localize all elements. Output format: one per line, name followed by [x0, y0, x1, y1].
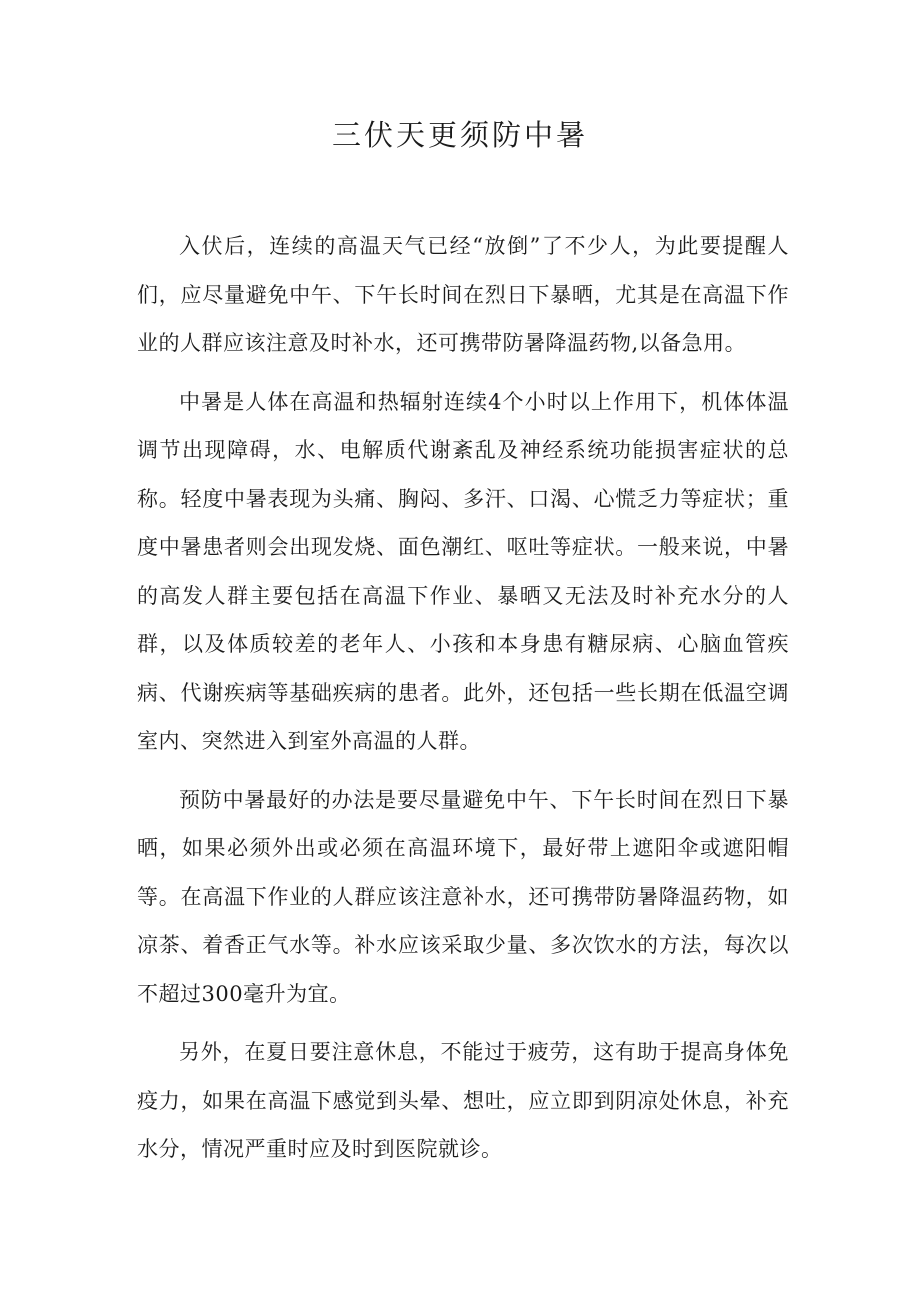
paragraph-3: 预防中暑最好的办法是要尽量避免中午、下午长时间在烈日下暴晒，如果必须外出或必须在高温环境下，最好带上遮阳伞或遮阳帽等。在高温下作业的人群应该注意补水，还可携带防暑降温药物，如凉茶、着香正气水等。补水应该采取少量、多次饮水的方法，每次以不超过300毫升为宜。 [137, 787, 789, 1006]
paragraph-2: 中暑是人体在高温和热辐射连续4个小时以上作用下，机体体温调节出现障碍，水、电解质代谢紊乱及神经系统功能损害症状的总称。轻度中暑表现为头痛、胸闷、多汗、口渴、心慌乏力等症状；重度中暑患者则会出现发烧、面色潮红、呕吐等症状。一般来说，中暑的高发人群主要包括在高温下作业、暴晒又无法及时补充水分的人群，以及体质较差的老年人、小孩和本身患有糖尿病、心脑血管疾病、代谢疾病等基础疾病的患者。此外，还包括一些长期在低温空调室内、突然进入到室外高温的人群。 [137, 389, 789, 753]
document-title: 三伏天更须防中暑 [331, 118, 588, 152]
paragraph-4: 另外，在夏日要注意休息，不能过于疲劳，这有助于提高身体免疫力，如果在高温下感觉到头晕、想吐，应立即到阴凉处休息，补充水分，情况严重时应及时到医院就诊。 [137, 1040, 789, 1161]
document-body [137, 222, 789, 1184]
paragraph-1: 入伏后，连续的高温天气已经“放倒”了不少人，为此要提醒人们，应尽量避免中午、下午长时间在烈日下暴晒，尤其是在高温下作业的人群应该注意及时补水，还可携带防暑降温药物,以备急用。 [137, 234, 789, 355]
